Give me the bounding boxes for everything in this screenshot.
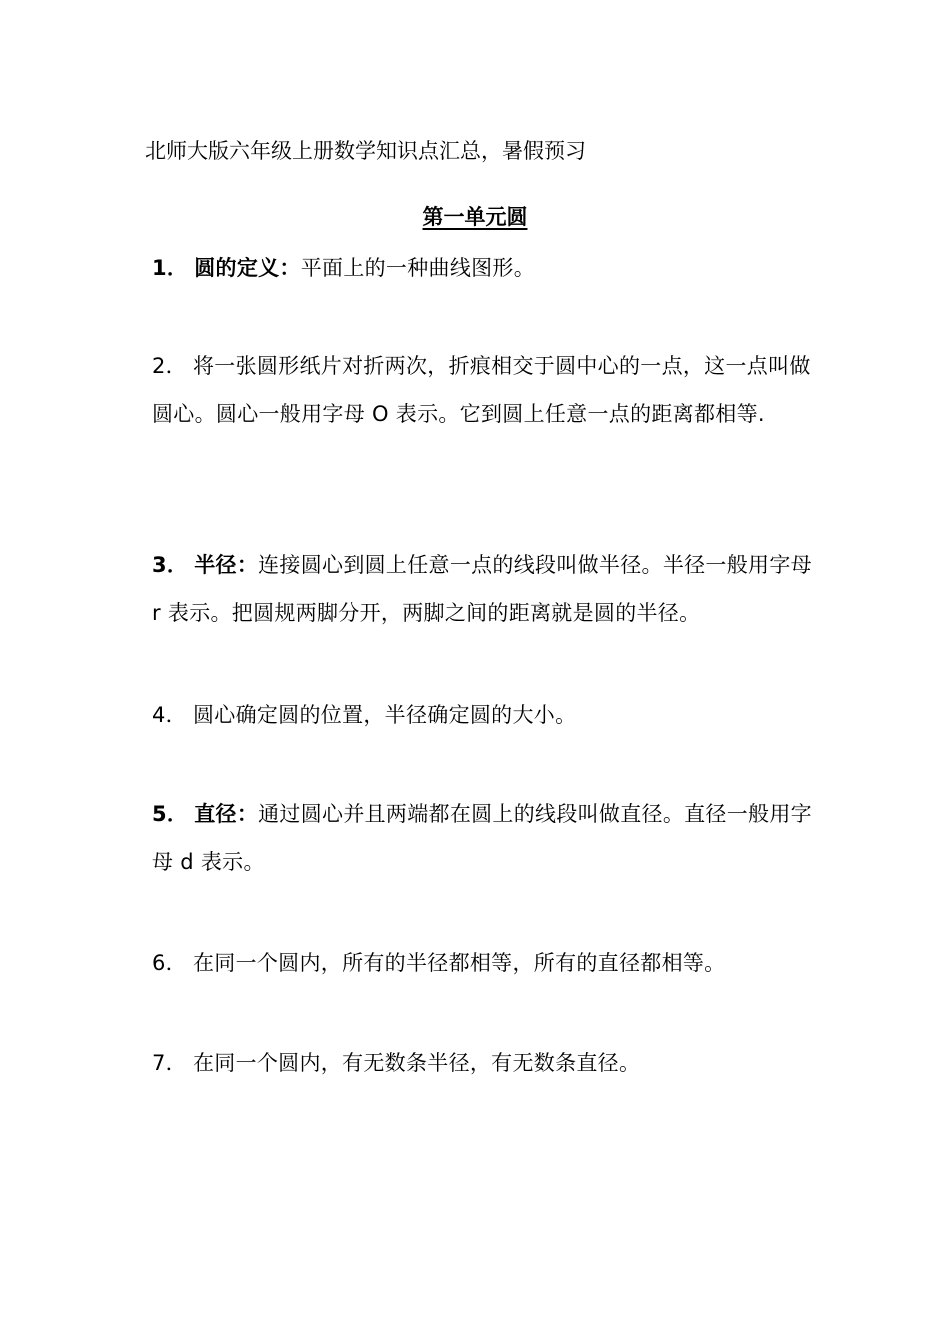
item-number: 3． [152,553,189,577]
item-text: 在同一个圆内，有无数条半径，有无数条直径。 [192,1051,641,1075]
item-text: 将一张圆形纸片对折两次，折痕相交于圆中心的一点，这一点叫做圆心。圆心一般用字母 O 表示。它到圆上任意一点的距离都相等. [152,354,811,426]
list-item-2 [152,342,812,438]
section-heading-text: 第一单元圆 [422,205,528,229]
list-item-1 [152,244,812,292]
list-item-4 [152,691,812,739]
section-heading [0,202,950,232]
item-term: 直径： [194,802,259,826]
list-item-7 [152,1039,812,1087]
item-text: 通过圆心并且两端都在圆上的线段叫做直径。直径一般用字母 d 表示。 [152,802,812,874]
item-text: 圆心确定圆的位置，半径确定圆的大小。 [192,703,577,727]
item-text: 连接圆心到圆上任意一点的线段叫做半径。半径一般用字母 r 表示。把圆规两脚分开，两脚之间的距离就是圆的半径。 [152,553,812,625]
item-number: 2． [152,354,187,378]
document-title: 北师大版六年级上册数学知识点汇总，暑假预习 [145,139,586,163]
item-number: 6． [152,951,187,975]
item-term: 圆的定义： [194,256,301,280]
item-text: 在同一个圆内，所有的半径都相等，所有的直径都相等。 [192,951,726,975]
list-item-3 [152,541,812,637]
item-number: 4． [152,703,187,727]
list-item-6 [152,939,812,987]
list-item-5 [152,790,812,886]
item-number: 5． [152,802,189,826]
item-number: 1． [152,256,189,280]
item-text: 平面上的一种曲线图形。 [300,256,536,280]
item-number: 7． [152,1051,187,1075]
item-term: 半径： [194,553,259,577]
